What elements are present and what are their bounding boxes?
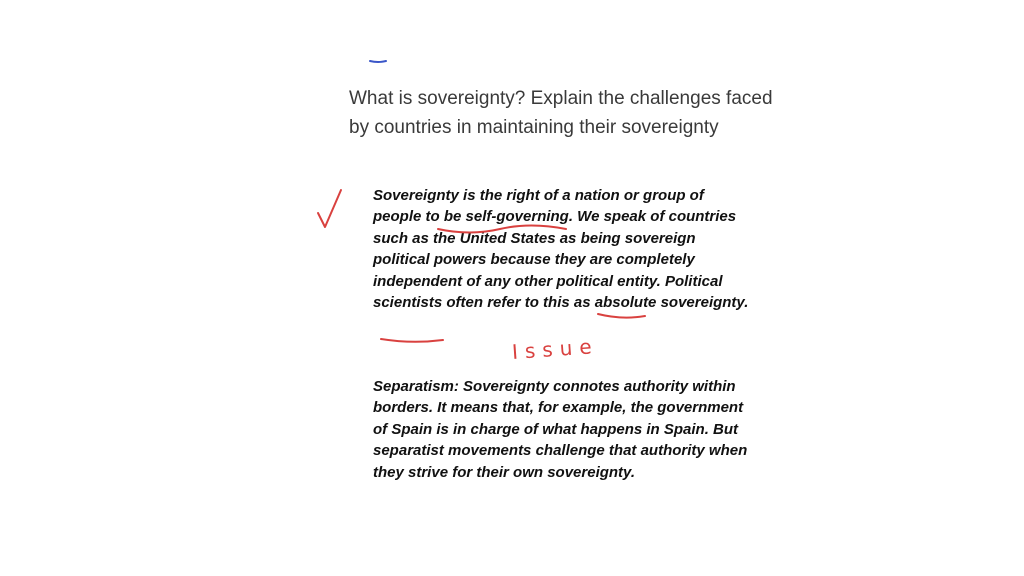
underline-absolute: [598, 314, 645, 318]
pen-mark-stroke: [370, 61, 386, 62]
answer-paragraph-definition: Sovereignty is the right of a nation or group of people to be self-governing. We speak of countries such as the United States as being sovereign political powers because they are completely independent of any other political entity. Political scientists often refer to this as absolute sovereignty.: [373, 187, 749, 312]
checkmark-icon: [318, 190, 341, 227]
answer-paragraph-separatism: Separatism: Sovereignty connotes authority within borders. It means that, for example, the government of Spain is in charge of what happens in Spain. But separatist movements challenge that authority when they strive for their own sovereignty.: [373, 378, 748, 481]
handwritten-issue-annotation: Issue: [511, 333, 600, 364]
underline-sovereignty: [381, 339, 443, 342]
question-text: What is sovereignty? Explain the challenges faced by countries in maintaining their sovereignty: [349, 88, 773, 138]
